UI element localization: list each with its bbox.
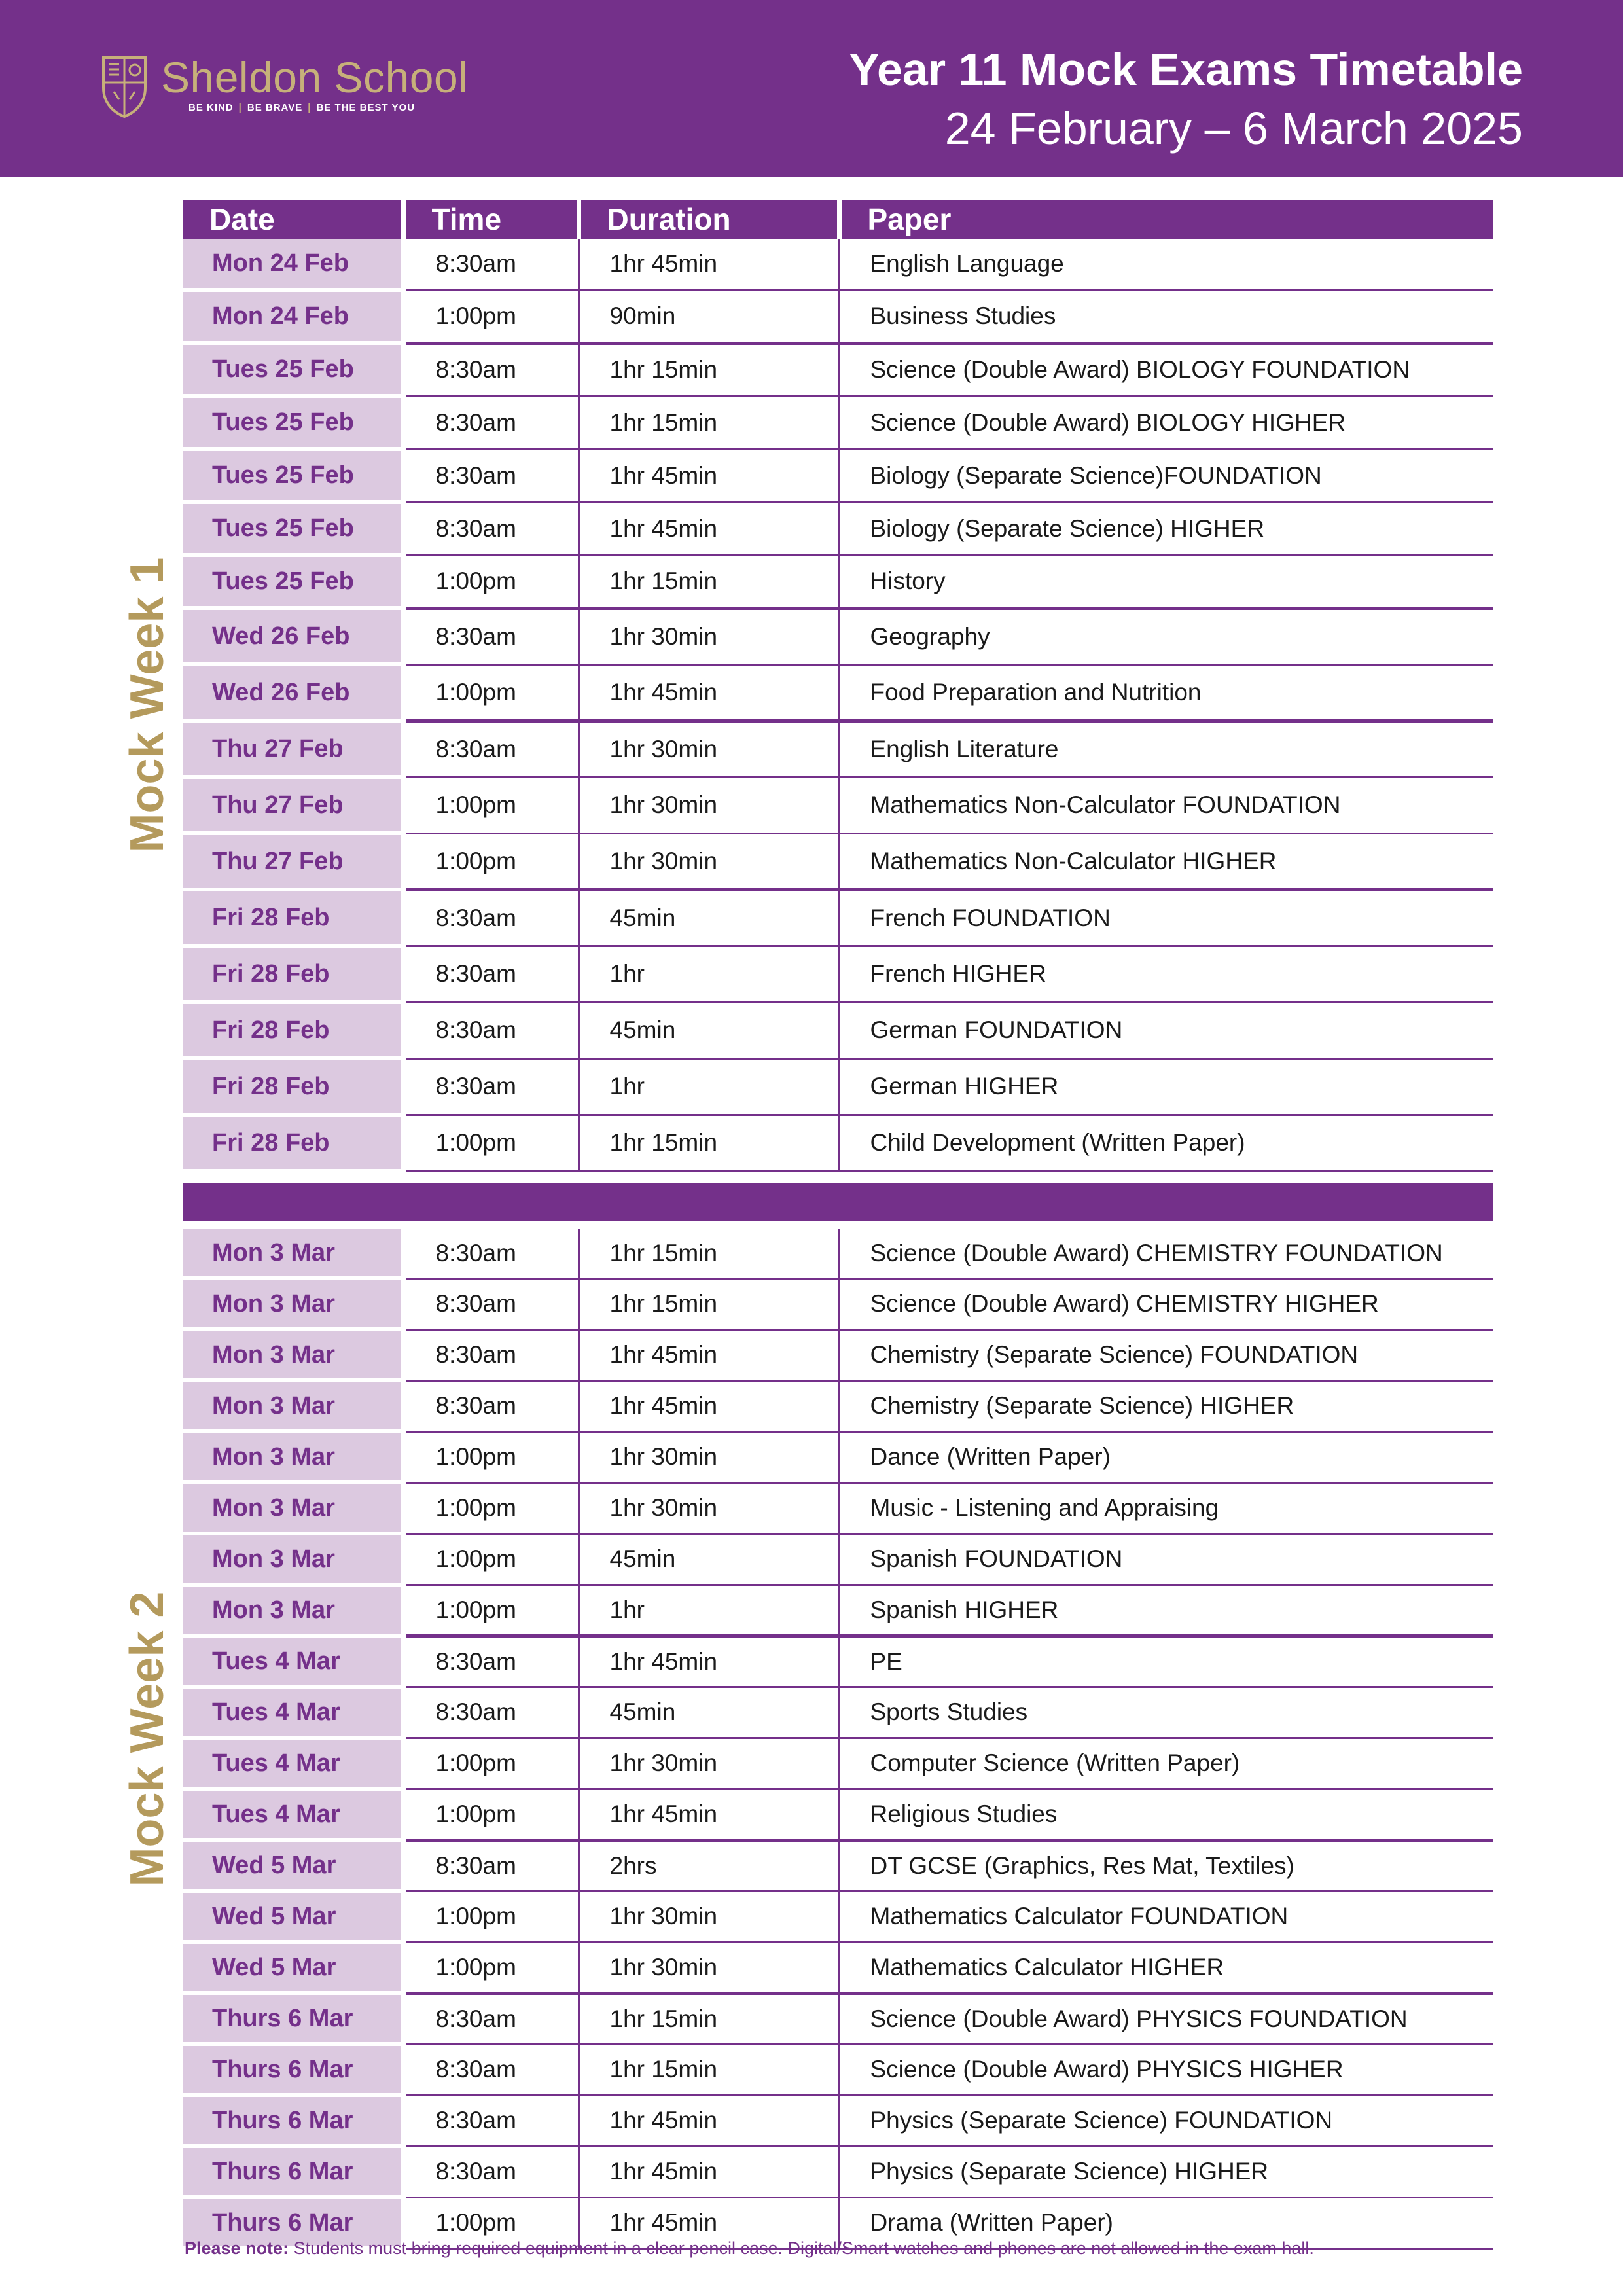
footer-note <box>185 2238 1314 2259</box>
table-row <box>183 833 1493 889</box>
paper-cell: Child Development (Written Paper) <box>839 1115 1493 1171</box>
time-cell: 1:00pm <box>403 833 579 889</box>
paper-cell: Music - Listening and Appraising <box>839 1482 1493 1534</box>
table-row <box>183 608 1493 664</box>
date-cell: Tues 4 Mar <box>183 1738 403 1789</box>
time-cell: 8:30am <box>403 449 579 502</box>
tagline-divider: | <box>308 102 312 113</box>
duration-cell: 1hr 15min <box>579 343 839 396</box>
time-cell: 8:30am <box>403 1993 579 2044</box>
duration-cell: 1hr 45min <box>579 664 839 721</box>
paper-cell: French FOUNDATION <box>839 889 1493 946</box>
paper-cell: Sports Studies <box>839 1687 1493 1738</box>
table-row <box>183 396 1493 449</box>
paper-cell: Biology (Separate Science)FOUNDATION <box>839 449 1493 502</box>
duration-cell: 1hr 15min <box>579 2044 839 2095</box>
tagline-divider: | <box>238 102 242 113</box>
date-cell: Wed 5 Mar <box>183 1942 403 1993</box>
time-cell: 8:30am <box>403 502 579 555</box>
duration-cell: 1hr 15min <box>579 1229 839 1278</box>
paper-cell: Science (Double Award) PHYSICS HIGHER <box>839 2044 1493 2095</box>
date-cell: Fri 28 Feb <box>183 946 403 1002</box>
week-gap <box>183 1171 1493 1183</box>
timetable-body <box>183 239 1493 2248</box>
paper-cell: Chemistry (Separate Science) HIGHER <box>839 1380 1493 1431</box>
date-cell: Thu 27 Feb <box>183 833 403 889</box>
note-text: Students must bring required equipment in a clear pencil case. Digital/Smart watches and phones are not allowed in the exam hall. <box>289 2238 1314 2258</box>
date-cell: Fri 28 Feb <box>183 1002 403 1058</box>
time-cell: 8:30am <box>403 2044 579 2095</box>
time-cell: 8:30am <box>403 1636 579 1687</box>
paper-cell: English Language <box>839 239 1493 290</box>
paper-cell: Spanish FOUNDATION <box>839 1534 1493 1585</box>
week-divider-band <box>183 1183 1493 1221</box>
duration-cell: 45min <box>579 1687 839 1738</box>
duration-cell: 1hr 15min <box>579 555 839 608</box>
column-header-date: Date <box>183 200 403 239</box>
duration-cell: 1hr 45min <box>579 1329 839 1380</box>
column-header-time: Time <box>403 200 579 239</box>
date-cell: Tues 4 Mar <box>183 1789 403 1840</box>
date-cell: Tues 4 Mar <box>183 1687 403 1738</box>
table-row <box>183 1891 1493 1942</box>
table-row <box>183 555 1493 608</box>
table-row <box>183 343 1493 396</box>
paper-cell: Biology (Separate Science) HIGHER <box>839 502 1493 555</box>
date-cell: Fri 28 Feb <box>183 1058 403 1115</box>
duration-cell: 1hr <box>579 1585 839 1636</box>
table-row <box>183 1687 1493 1738</box>
duration-cell: 1hr 45min <box>579 1380 839 1431</box>
time-cell: 8:30am <box>403 946 579 1002</box>
duration-cell: 90min <box>579 290 839 343</box>
date-cell: Mon 3 Mar <box>183 1380 403 1431</box>
paper-cell: Physics (Separate Science) FOUNDATION <box>839 2095 1493 2146</box>
paper-cell: Science (Double Award) CHEMISTRY FOUNDATION <box>839 1229 1493 1278</box>
duration-cell: 1hr 30min <box>579 833 839 889</box>
table-row <box>183 1278 1493 1329</box>
time-cell: 1:00pm <box>403 1431 579 1482</box>
table-row <box>183 239 1493 290</box>
table-row <box>183 777 1493 833</box>
table-row <box>183 290 1493 343</box>
time-cell: 8:30am <box>403 721 579 777</box>
duration-cell: 1hr 30min <box>579 1891 839 1942</box>
table-row <box>183 1789 1493 1840</box>
table-row <box>183 1636 1493 1687</box>
date-cell: Wed 26 Feb <box>183 664 403 721</box>
week-gap-cell <box>183 1221 1493 1229</box>
duration-cell: 1hr 30min <box>579 1482 839 1534</box>
paper-cell: Dance (Written Paper) <box>839 1431 1493 1482</box>
date-cell: Thurs 6 Mar <box>183 2044 403 2095</box>
time-cell: 8:30am <box>403 1229 579 1278</box>
time-cell: 1:00pm <box>403 1585 579 1636</box>
school-crest-icon <box>101 54 148 119</box>
paper-cell: Spanish HIGHER <box>839 1585 1493 1636</box>
time-cell: 1:00pm <box>403 1738 579 1789</box>
page-header <box>0 0 1623 177</box>
paper-cell: Mathematics Calculator FOUNDATION <box>839 1891 1493 1942</box>
time-cell: 8:30am <box>403 2095 579 2146</box>
date-cell: Wed 5 Mar <box>183 1891 403 1942</box>
date-cell: Wed 26 Feb <box>183 608 403 664</box>
note-label: Please note: <box>185 2238 289 2258</box>
date-cell: Fri 28 Feb <box>183 889 403 946</box>
time-cell: 1:00pm <box>403 1534 579 1585</box>
table-row <box>183 1329 1493 1380</box>
table-header-row <box>183 200 1493 239</box>
tagline-item: BE KIND <box>188 102 234 113</box>
paper-cell: Chemistry (Separate Science) FOUNDATION <box>839 1329 1493 1380</box>
duration-cell: 1hr 15min <box>579 1115 839 1171</box>
date-cell: Mon 3 Mar <box>183 1229 403 1278</box>
table-row <box>183 1431 1493 1482</box>
duration-cell: 45min <box>579 1534 839 1585</box>
date-cell: Mon 24 Feb <box>183 239 403 290</box>
paper-cell: German FOUNDATION <box>839 1002 1493 1058</box>
duration-cell: 1hr 30min <box>579 1431 839 1482</box>
paper-cell: Drama (Written Paper) <box>839 2197 1493 2248</box>
week-gap-cell <box>183 1171 1493 1183</box>
duration-cell: 45min <box>579 889 839 946</box>
time-cell: 1:00pm <box>403 777 579 833</box>
duration-cell: 1hr 45min <box>579 2095 839 2146</box>
table-row <box>183 1585 1493 1636</box>
time-cell: 1:00pm <box>403 1891 579 1942</box>
date-cell: Tues 25 Feb <box>183 555 403 608</box>
time-cell: 1:00pm <box>403 555 579 608</box>
duration-cell: 1hr 30min <box>579 777 839 833</box>
paper-cell: Religious Studies <box>839 1789 1493 1840</box>
paper-cell: German HIGHER <box>839 1058 1493 1115</box>
duration-cell: 1hr 45min <box>579 449 839 502</box>
paper-cell: Science (Double Award) CHEMISTRY HIGHER <box>839 1278 1493 1329</box>
duration-cell: 2hrs <box>579 1840 839 1891</box>
date-cell: Tues 25 Feb <box>183 502 403 555</box>
table-row <box>183 1482 1493 1534</box>
table-row <box>183 2095 1493 2146</box>
paper-cell: Business Studies <box>839 290 1493 343</box>
date-cell: Tues 25 Feb <box>183 396 403 449</box>
paper-cell: Mathematics Non-Calculator HIGHER <box>839 833 1493 889</box>
table-row <box>183 1840 1493 1891</box>
duration-cell: 1hr <box>579 946 839 1002</box>
paper-cell: Science (Double Award) BIOLOGY FOUNDATION <box>839 343 1493 396</box>
table-row <box>183 449 1493 502</box>
paper-cell: History <box>839 555 1493 608</box>
table-row <box>183 1534 1493 1585</box>
table-row <box>183 1058 1493 1115</box>
time-cell: 1:00pm <box>403 1115 579 1171</box>
date-cell: Fri 28 Feb <box>183 1115 403 1171</box>
table-row <box>183 946 1493 1002</box>
time-cell: 1:00pm <box>403 1789 579 1840</box>
paper-cell: DT GCSE (Graphics, Res Mat, Textiles) <box>839 1840 1493 1891</box>
date-cell: Mon 3 Mar <box>183 1534 403 1585</box>
tagline-item: BE THE BEST YOU <box>316 102 416 113</box>
duration-cell: 1hr 45min <box>579 1636 839 1687</box>
time-cell: 8:30am <box>403 608 579 664</box>
duration-cell: 1hr 30min <box>579 721 839 777</box>
date-cell: Wed 5 Mar <box>183 1840 403 1891</box>
date-cell: Mon 24 Feb <box>183 290 403 343</box>
table-row <box>183 664 1493 721</box>
date-cell: Mon 3 Mar <box>183 1329 403 1380</box>
document-date-range: 24 February – 6 March 2025 <box>944 103 1523 154</box>
table-row <box>183 1229 1493 1278</box>
date-cell: Thurs 6 Mar <box>183 1993 403 2044</box>
date-cell: Thurs 6 Mar <box>183 2095 403 2146</box>
duration-cell: 1hr <box>579 1058 839 1115</box>
table-row <box>183 1738 1493 1789</box>
time-cell: 8:30am <box>403 239 579 290</box>
paper-cell: Mathematics Calculator HIGHER <box>839 1942 1493 1993</box>
time-cell: 8:30am <box>403 1002 579 1058</box>
date-cell: Tues 25 Feb <box>183 449 403 502</box>
time-cell: 8:30am <box>403 1058 579 1115</box>
date-cell: Mon 3 Mar <box>183 1482 403 1534</box>
duration-cell: 1hr 45min <box>579 1789 839 1840</box>
time-cell: 8:30am <box>403 2146 579 2197</box>
school-tagline <box>188 102 415 113</box>
duration-cell: 1hr 30min <box>579 1738 839 1789</box>
time-cell: 8:30am <box>403 1687 579 1738</box>
week-gap <box>183 1221 1493 1229</box>
date-cell: Mon 3 Mar <box>183 1431 403 1482</box>
time-cell: 8:30am <box>403 396 579 449</box>
week-divider-band-cell <box>183 1183 1493 1221</box>
school-name: Sheldon School <box>161 53 469 101</box>
time-cell: 1:00pm <box>403 664 579 721</box>
duration-cell: 1hr 30min <box>579 1942 839 1993</box>
time-cell: 8:30am <box>403 889 579 946</box>
date-cell: Mon 3 Mar <box>183 1278 403 1329</box>
time-cell: 1:00pm <box>403 2197 579 2248</box>
time-cell: 1:00pm <box>403 1482 579 1534</box>
duration-cell: 1hr 45min <box>579 2146 839 2197</box>
paper-cell: Geography <box>839 608 1493 664</box>
paper-cell: French HIGHER <box>839 946 1493 1002</box>
duration-cell: 1hr 45min <box>579 2197 839 2248</box>
date-cell: Thu 27 Feb <box>183 721 403 777</box>
table-row <box>183 1942 1493 1993</box>
paper-cell: Science (Double Award) PHYSICS FOUNDATION <box>839 1993 1493 2044</box>
paper-cell: PE <box>839 1636 1493 1687</box>
paper-cell: Science (Double Award) BIOLOGY HIGHER <box>839 396 1493 449</box>
duration-cell: 1hr 45min <box>579 502 839 555</box>
paper-cell: Physics (Separate Science) HIGHER <box>839 2146 1493 2197</box>
table-row <box>183 1993 1493 2044</box>
paper-cell: Food Preparation and Nutrition <box>839 664 1493 721</box>
duration-cell: 1hr 45min <box>579 239 839 290</box>
date-cell: Thu 27 Feb <box>183 777 403 833</box>
duration-cell: 1hr 15min <box>579 1278 839 1329</box>
table-row <box>183 721 1493 777</box>
tagline-item: BE BRAVE <box>247 102 303 113</box>
paper-cell: English Literature <box>839 721 1493 777</box>
duration-cell: 45min <box>579 1002 839 1058</box>
column-header-paper: Paper <box>839 200 1493 239</box>
table-row <box>183 2146 1493 2197</box>
date-cell: Mon 3 Mar <box>183 1585 403 1636</box>
duration-cell: 1hr 30min <box>579 608 839 664</box>
table-row <box>183 502 1493 555</box>
column-header-duration: Duration <box>579 200 839 239</box>
table-row <box>183 1380 1493 1431</box>
week-label-1: Mock Week 1 <box>121 557 173 853</box>
table-row <box>183 1002 1493 1058</box>
table-row <box>183 889 1493 946</box>
week-label-2: Mock Week 2 <box>121 1591 173 1886</box>
date-cell: Tues 4 Mar <box>183 1636 403 1687</box>
time-cell: 8:30am <box>403 1329 579 1380</box>
paper-cell: Mathematics Non-Calculator FOUNDATION <box>839 777 1493 833</box>
date-cell: Thurs 6 Mar <box>183 2146 403 2197</box>
exam-timetable <box>183 200 1493 2250</box>
time-cell: 1:00pm <box>403 290 579 343</box>
document-title: Year 11 Mock Exams Timetable <box>849 44 1523 95</box>
time-cell: 1:00pm <box>403 1942 579 1993</box>
time-cell: 8:30am <box>403 1278 579 1329</box>
date-cell: Thurs 6 Mar <box>183 2197 403 2248</box>
time-cell: 8:30am <box>403 1840 579 1891</box>
date-cell: Tues 25 Feb <box>183 343 403 396</box>
duration-cell: 1hr 15min <box>579 1993 839 2044</box>
time-cell: 8:30am <box>403 343 579 396</box>
table-row <box>183 1115 1493 1171</box>
time-cell: 8:30am <box>403 1380 579 1431</box>
paper-cell: Computer Science (Written Paper) <box>839 1738 1493 1789</box>
duration-cell: 1hr 15min <box>579 396 839 449</box>
table-row <box>183 2044 1493 2095</box>
